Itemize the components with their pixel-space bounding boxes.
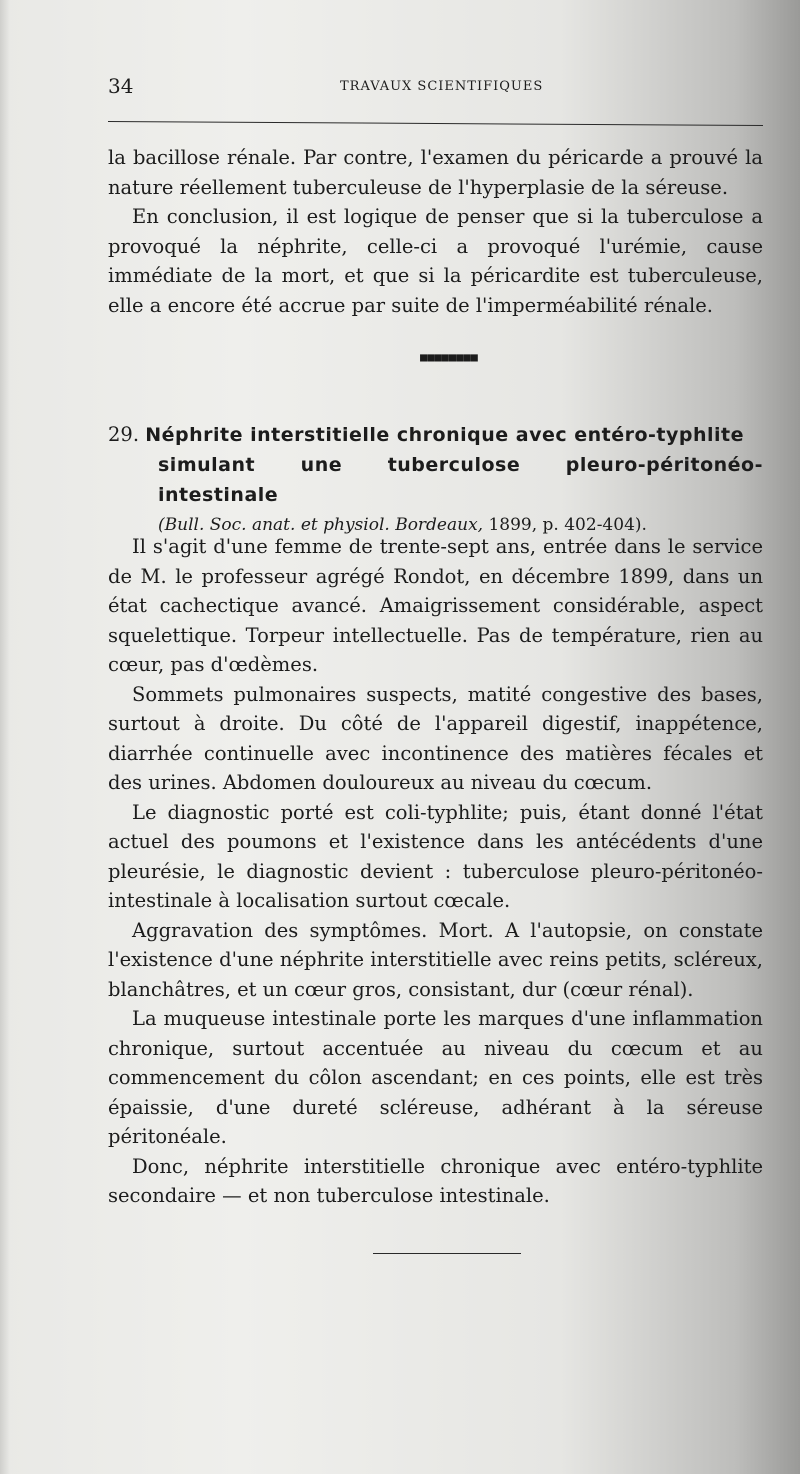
- paragraph: la bacillose rénale. Par contre, l'examen du péricarde a prouvé la nature réellement tuberculeuse de l'hyperplasie de la séreuse.: [108, 146, 763, 199]
- page-number: 34: [108, 74, 134, 98]
- page-header: [108, 74, 763, 104]
- section-number: 29.: [108, 423, 140, 446]
- citation-pages: 1899, p. 402-404).: [483, 515, 647, 535]
- header-rule: [108, 121, 763, 126]
- section-separator: ■■■■■■■■: [420, 350, 478, 364]
- paragraph: Aggravation des symptômes. Mort. A l'autopsie, on constate l'existence d'une néphrite interstitielle avec reins petits, scléreux, blanchâtres, et un cœur gros, consistant, dur (cœur rénal).: [108, 918, 763, 1001]
- text-block-previous-section: [108, 143, 763, 320]
- paragraph: Il s'agit d'une femme de trente-sept ans, entrée dans le service de M. le professeur agrégé Rondot, en décembre 1899, dans un état cachectique avancé. Amaigrissement considérable, aspect squelettique. Torpeur intellectuelle. Pas de température, rien au cœur, pas d'œdèmes.: [108, 535, 763, 676]
- section-title-line-2: simulant une tuberculose pleuro-péritonéo-intestinale: [158, 454, 763, 506]
- end-rule: [373, 1253, 521, 1254]
- citation-journal: (Bull. Soc. anat. et physiol. Bordeaux,: [158, 515, 484, 535]
- paragraph: Le diagnostic porté est coli-typhlite; puis, étant donné l'état actuel des poumons et l'existence dans les antécédents d'une pleurésie, le diagnostic devient : tuberculose pleuro-péritonéo-intestinale à localisation surtout cœcale.: [108, 800, 763, 912]
- page-edge-shadow: [0, 0, 10, 1474]
- paragraph: Donc, néphrite interstitielle chronique avec entéro-typhlite secondaire — et non tuberculose intestinale.: [108, 1154, 763, 1207]
- heading-line-1: [108, 420, 763, 450]
- heading-line-2: [108, 450, 763, 510]
- paragraph: La muqueuse intestinale porte les marques d'une inflammation chronique, surtout accentuée au niveau du cœcum et au commencement du côlon ascendant; en ces points, elle est très épaissie, d'une dureté scléreuse, adhérant à la séreuse péritonéale.: [108, 1007, 763, 1148]
- section-title-line-1: Néphrite interstitielle chronique avec entéro-typhlite: [145, 424, 745, 446]
- paragraph: Sommets pulmonaires suspects, matité congestive des bases, surtout à droite. Du côté de l'appareil digestif, inappétence, diarrhée continuelle avec incontinence des matières fécales et des urines. Abdomen douloureux au niveau du cœcum.: [108, 682, 763, 794]
- text-block-section-29: [108, 532, 763, 1211]
- paragraph: En conclusion, il est logique de penser que si la tuberculose a provoqué la néphrite, celle-ci a provoqué l'urémie, cause immédiate de la mort, et que si la péricardite est tuberculeuse, elle a encore été accrue par suite de l'imperméabilité rénale.: [108, 205, 763, 317]
- running-head: TRAVAUX SCIENTIFIQUES: [340, 79, 544, 94]
- section-heading: [108, 420, 763, 540]
